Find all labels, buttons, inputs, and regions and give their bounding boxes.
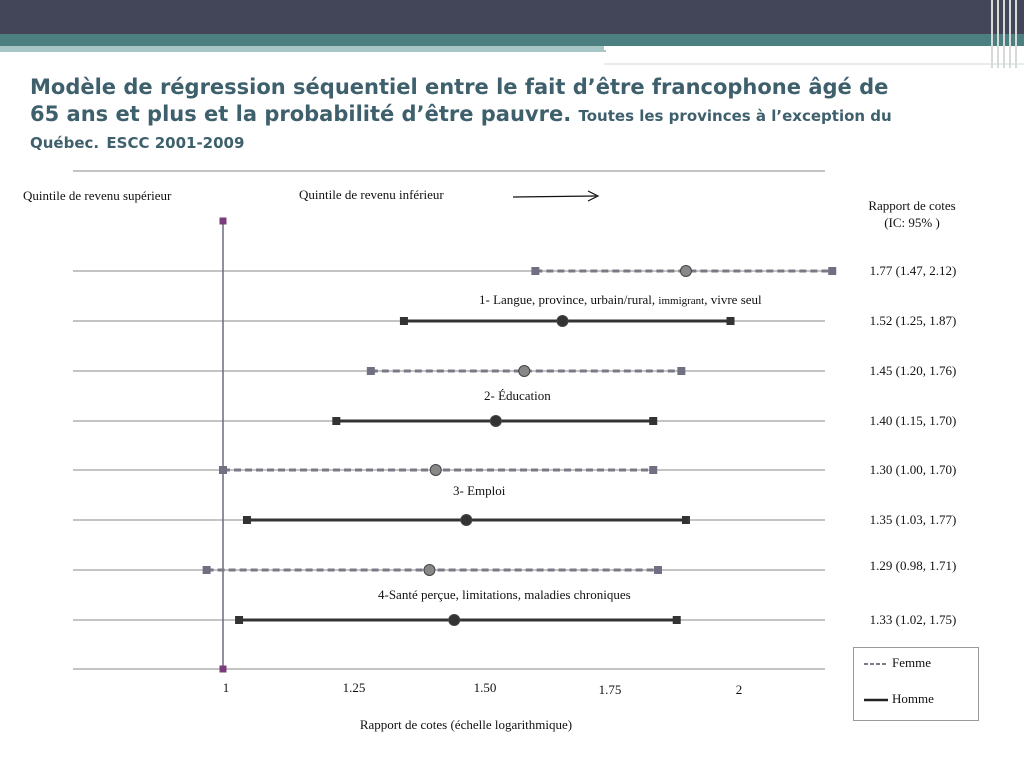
or-point (430, 465, 441, 476)
or-point (449, 615, 460, 626)
ci-value-label: 1.45 (1.20, 1.76) (869, 363, 957, 378)
ci-high-marker (673, 616, 681, 624)
reference-marker-top (220, 218, 227, 225)
ci-low-marker (332, 417, 340, 425)
ci-low-marker (243, 516, 251, 524)
ci-low-marker (219, 466, 227, 474)
title-subtitle: Toutes les provinces à l’exception du Québec. (30, 107, 892, 152)
or-point (461, 515, 472, 526)
ci-low-marker (531, 267, 539, 275)
x-axis-title: Rapport de cotes (échelle logarithmique) (359, 717, 573, 732)
ci-high-marker (649, 466, 657, 474)
x-tick-label: 1.50 (473, 680, 497, 695)
or-point (424, 565, 435, 576)
ci-high-marker (727, 317, 735, 325)
x-tick-label: 1.25 (342, 680, 366, 695)
ci-value-label: 1.29 (0.98, 1.71) (869, 558, 957, 573)
ci-high-marker (682, 516, 690, 524)
or-point (557, 316, 568, 327)
ci-high-marker (654, 566, 662, 574)
ci-value-label: 1.30 (1.00, 1.70) (869, 462, 957, 477)
ci-value-label: 1.52 (1.25, 1.87) (869, 313, 957, 328)
or-point (680, 266, 691, 277)
ci-header-line2: (IC: 95% ) (884, 215, 940, 230)
legend-item-femme (864, 655, 931, 671)
direction-arrow (513, 196, 596, 197)
x-tick-label: 1 (222, 680, 230, 695)
x-tick-label: 2 (735, 682, 743, 697)
title-main: Modèle de régression séquentiel entre le fait d’être francophone âgé de 65 ans et plus et la probabilité d’être pauvre. (30, 75, 889, 126)
chart-legend (853, 647, 979, 721)
legend-label-femme: Femme (892, 655, 931, 670)
title-source: ESCC 2001-2009 (106, 134, 245, 152)
ci-low-marker (367, 367, 375, 375)
or-point (519, 366, 530, 377)
model-label-2: 2- Éducation (484, 388, 551, 403)
or-point (490, 416, 501, 427)
ci-low-marker (400, 317, 408, 325)
reference-marker-bottom (220, 666, 227, 673)
ci-value-label: 1.33 (1.02, 1.75) (869, 612, 957, 627)
ci-high-marker (828, 267, 836, 275)
ci-high-marker (677, 367, 685, 375)
legend-swatch-solid (864, 695, 888, 705)
model-label-1: 1- Langue, province, urbain/rural, immigrant, vivre seul (479, 292, 762, 307)
model-label-3: 3- Emploi (453, 483, 506, 498)
ci-high-marker (649, 417, 657, 425)
ci-value-label: 1.35 (1.03, 1.77) (869, 512, 957, 527)
ci-header-line1: Rapport de cotes (868, 198, 956, 213)
ci-low-marker (203, 566, 211, 574)
model-label-4: 4-Santé perçue, limitations, maladies chroniques (378, 587, 631, 602)
ci-value-label: 1.40 (1.15, 1.70) (869, 413, 957, 428)
legend-item-homme (864, 691, 934, 707)
legend-label-homme: Homme (892, 691, 934, 706)
x-tick-label: 1.75 (598, 682, 622, 697)
ci-value-label: 1.77 (1.47, 2.12) (869, 263, 957, 278)
ci-low-marker (235, 616, 243, 624)
right-direction-label: Quintile de revenu inférieur (299, 187, 444, 202)
left-direction-label: Quintile de revenu supérieur (23, 188, 172, 203)
legend-swatch-dashed (864, 659, 888, 669)
